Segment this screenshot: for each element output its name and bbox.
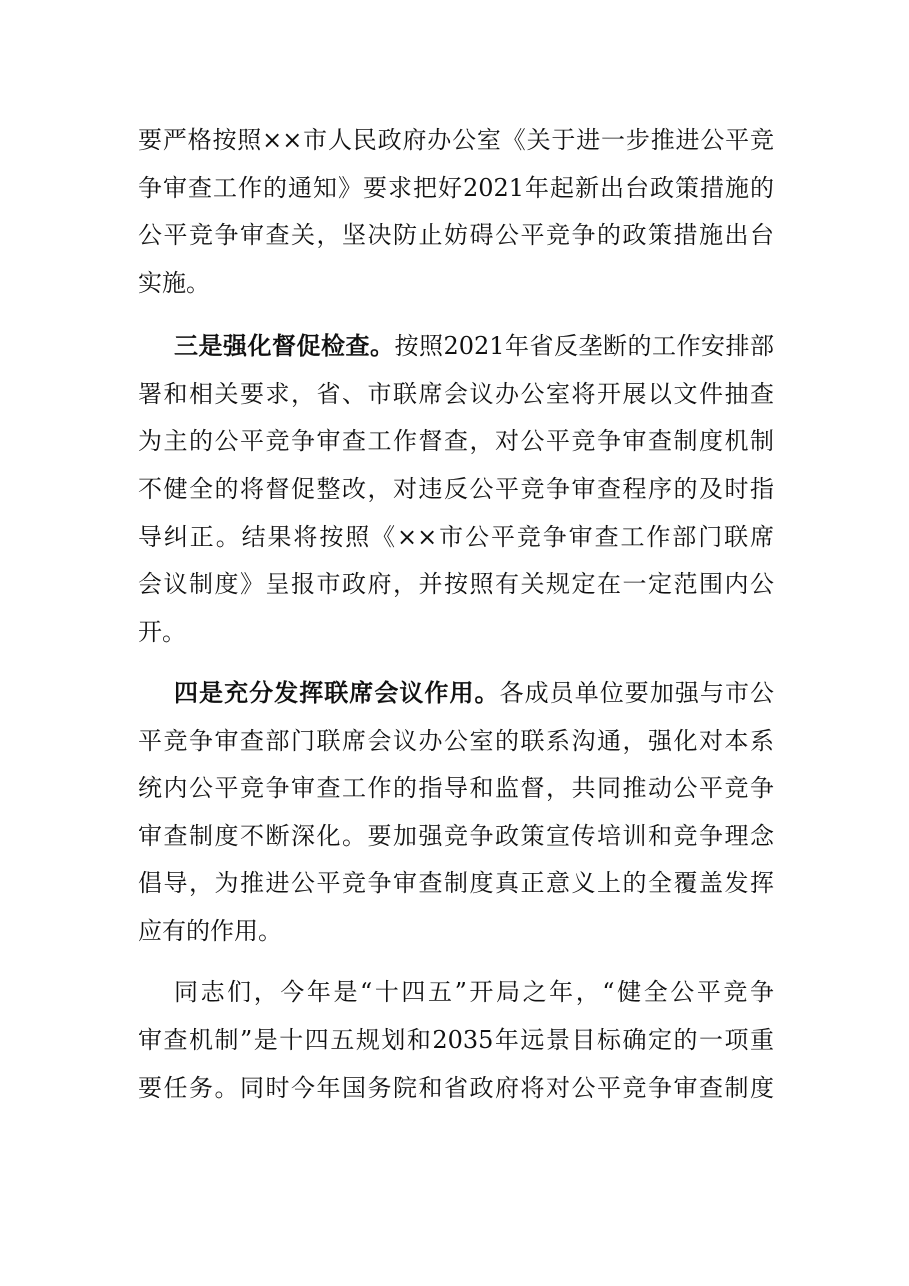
text-line: 会议制度》呈报市政府，并按照有关规定在一定范围内公 xyxy=(138,570,774,598)
paragraph-first-line xyxy=(174,330,774,362)
text-line: 署和相关要求，省、市联席会议办公室将开展以文件抽查 xyxy=(138,380,774,408)
paragraph-first-line xyxy=(174,677,774,709)
text-line: 审查机制”是十四五规划和2035年远景目标确定的一项重 xyxy=(138,1026,774,1054)
text-run: 各成员单位要加强与市公 xyxy=(499,679,775,707)
text-line: 为主的公平竞争审查工作督查，对公平竞争审查制度机制 xyxy=(138,427,774,455)
text-line: 要严格按照××市人民政府办公室《关于进一步推进公平竞 xyxy=(138,126,774,154)
text-line: 争审查工作的通知》要求把好2021年起新出台政策措施的 xyxy=(138,174,774,202)
text-line: 倡导，为推进公平竞争审查制度真正意义上的全覆盖发挥 xyxy=(138,869,774,897)
text-line: 同志们，今年是“十四五”开局之年，“健全公平竞争 xyxy=(174,978,774,1006)
text-line: 应有的作用。 xyxy=(138,917,282,945)
text-line: 导纠正。结果将按照《××市公平竞争审查工作部门联席 xyxy=(138,523,774,551)
paragraph-heading: 四是充分发挥联席会议作用。 xyxy=(174,679,500,707)
text-line: 开。 xyxy=(138,618,186,646)
text-line: 不健全的将督促整改，对违反公平竞争审查程序的及时指 xyxy=(138,475,774,503)
text-line: 平竞争审查部门联席会议办公室的联系沟通，强化对本系 xyxy=(138,727,774,755)
paragraph-heading: 三是强化督促检查。 xyxy=(174,332,395,360)
text-line: 审查制度不断深化。要加强竞争政策宣传培训和竞争理念 xyxy=(138,822,774,850)
text-line: 公平竞争审查关，坚决防止妨碍公平竞争的政策措施出台 xyxy=(138,221,774,249)
text-line: 要任务。同时今年国务院和省政府将对公平竞争审查制度 xyxy=(138,1074,774,1102)
text-line: 实施。 xyxy=(138,269,210,297)
text-run: 按照2021年省反垄断的工作安排部 xyxy=(394,332,774,360)
text-line: 统内公平竞争审查工作的指导和监督，共同推动公平竞争 xyxy=(138,774,774,802)
